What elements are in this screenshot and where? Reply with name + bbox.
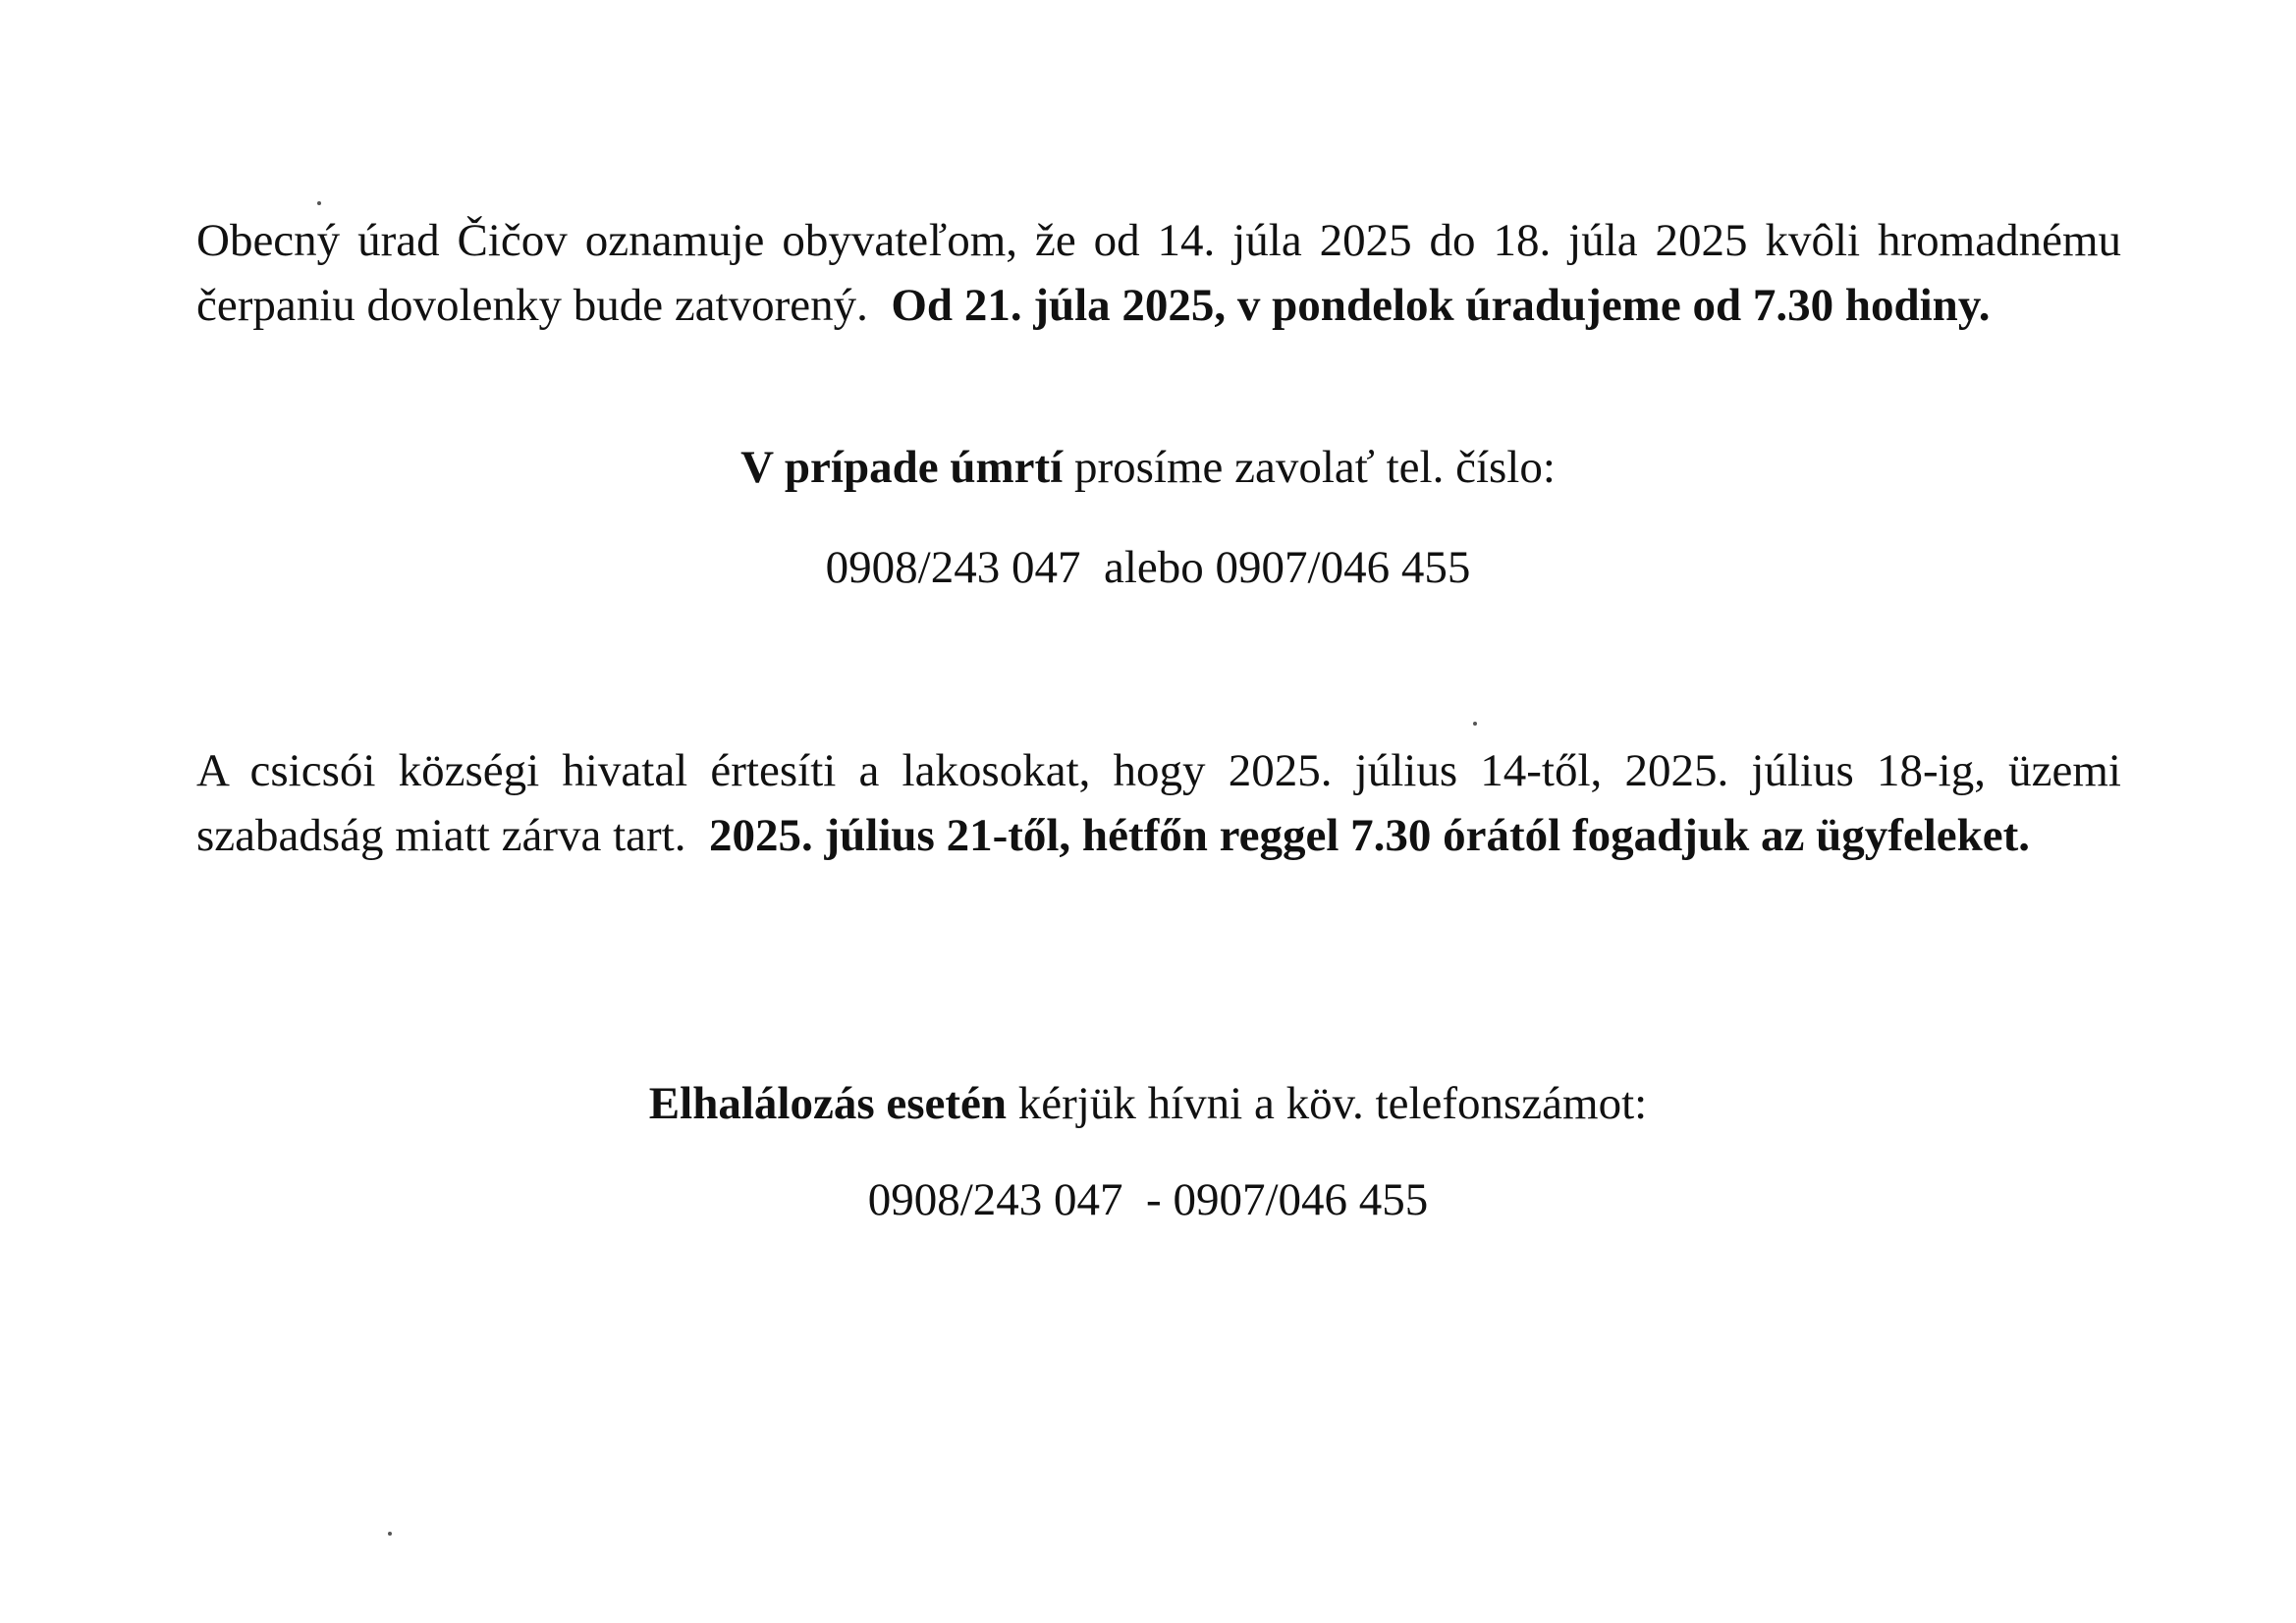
slovak-office-hours: Od 21. júla 2025, v pondelok úradujeme od 7.30 hodiny. bbox=[891, 280, 1991, 331]
slovak-death-notice bbox=[0, 438, 2296, 497]
hungarian-office-hours: 2025. július 21-től, hétfőn reggel 7.30 órától fogadjuk az ügyfeleket. bbox=[708, 810, 2031, 861]
slovak-phone-numbers: 0908/243 047 alebo 0907/046 455 bbox=[825, 542, 1471, 593]
slovak-death-notice-bold: V prípade úmrtí bbox=[740, 442, 1064, 493]
hungarian-death-notice-bold: Elhalálozás esetén bbox=[648, 1078, 1008, 1129]
slovak-death-notice-text: prosíme zavolať tel. číslo: bbox=[1063, 442, 1556, 493]
scan-speck bbox=[317, 201, 321, 205]
hungarian-death-notice bbox=[0, 1074, 2296, 1133]
slovak-announcement-text: Obecný úrad Čičov oznamuje obyvateľom, že od 14. júla 2025 do 18. júla 2025 kvôli hromadnému čerpaniu dovolenky bude zatvorený. bbox=[196, 215, 2121, 331]
scan-speck bbox=[1473, 722, 1477, 726]
scan-speck bbox=[388, 1532, 392, 1536]
hungarian-announcement-text: A csicsói községi hivatal értesíti a lakosokat, hogy 2025. július 14-től, 2025. július 18-ig, üzemi szabadság miatt zárva tart. bbox=[196, 745, 2121, 861]
slovak-announcement bbox=[196, 208, 2121, 338]
hungarian-phone-numbers: 0908/243 047 - 0907/046 455 bbox=[867, 1174, 1429, 1225]
hungarian-announcement bbox=[196, 738, 2121, 868]
hungarian-death-notice-text: kérjük hívni a köv. telefonszámot: bbox=[1007, 1078, 1648, 1129]
